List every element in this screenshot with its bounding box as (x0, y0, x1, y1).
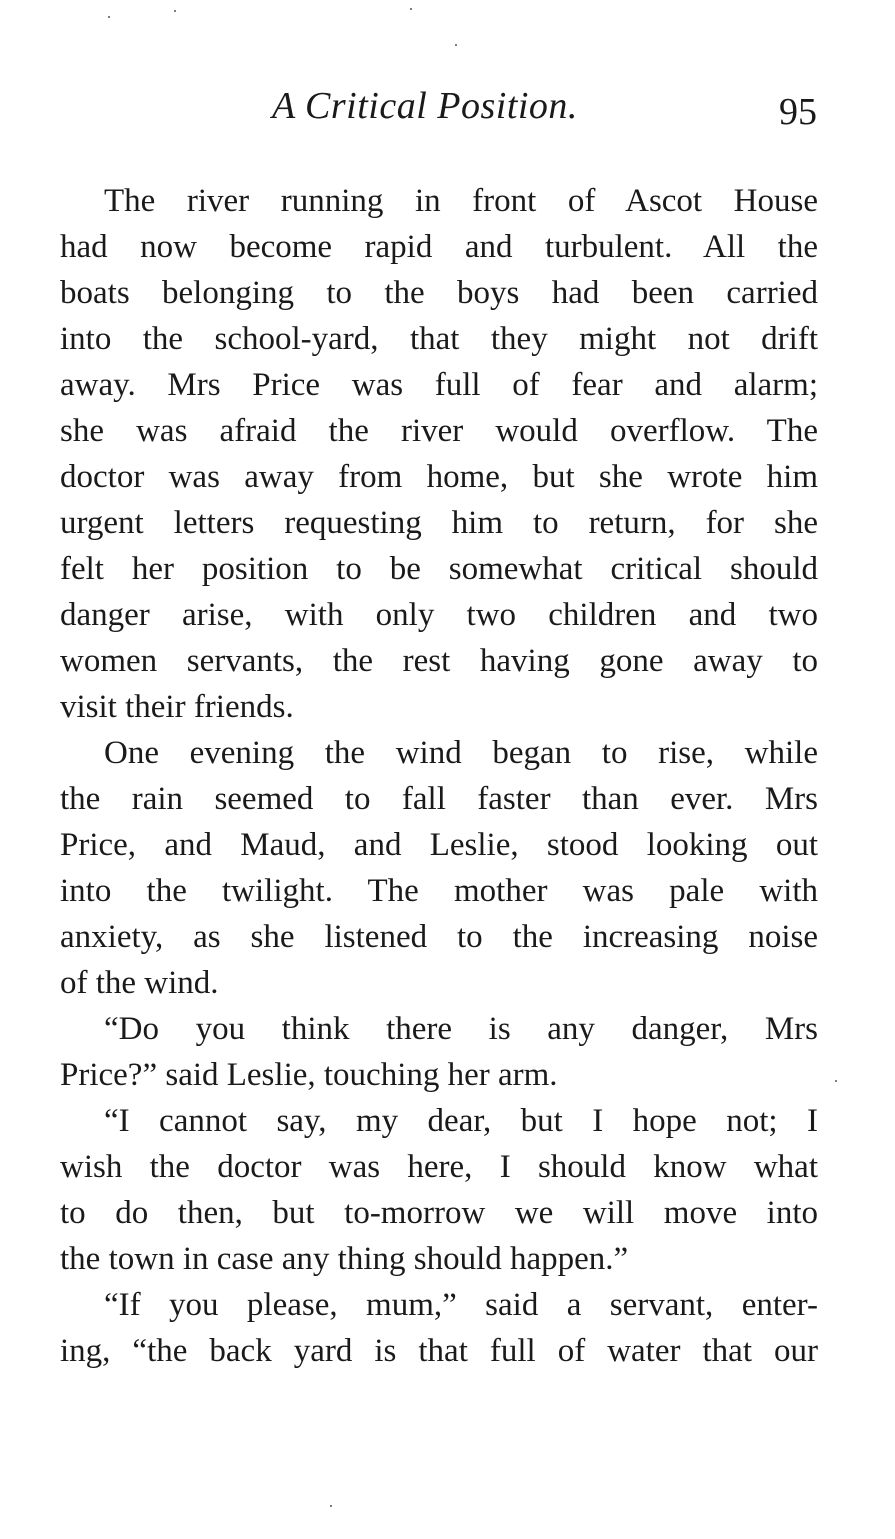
text-line: into the school-yard, that they might not drift (60, 321, 818, 357)
text-line: boats belonging to the boys had been carried (60, 275, 818, 311)
text-line: women servants, the rest having gone away to (60, 643, 818, 679)
scan-speck (835, 1080, 837, 1082)
text-line: visit their friends. (60, 689, 294, 725)
scan-speck (410, 8, 412, 10)
text-line: Price, and Maud, and Leslie, stood looking out (60, 827, 818, 863)
text-line: One evening the wind began to rise, while (104, 735, 818, 771)
text-line: anxiety, as she listened to the increasing noise (60, 919, 818, 955)
text-line: wish the doctor was here, I should know what (60, 1149, 818, 1185)
text-line: felt her position to be somewhat critical should (60, 551, 818, 587)
text-line: ing, “the back yard is that full of water that our (60, 1333, 818, 1369)
text-line: into the twilight. The mother was pale with (60, 873, 818, 909)
scan-speck (330, 1505, 332, 1507)
text-line: the rain seemed to fall faster than ever. Mrs (60, 781, 818, 817)
scan-speck (174, 10, 176, 12)
text-line: urgent letters requesting him to return, for she (60, 505, 818, 541)
text-line: danger arise, with only two children and two (60, 597, 818, 633)
text-line: had now become rapid and turbulent. All the (60, 229, 818, 265)
text-line: away. Mrs Price was full of fear and alarm; (60, 367, 818, 403)
text-line: The river running in front of Ascot House (104, 183, 818, 219)
text-line: doctor was away from home, but she wrote him (60, 459, 818, 495)
text-line: she was afraid the river would overflow. The (60, 413, 818, 449)
running-head: A Critical Position. (272, 85, 578, 127)
text-line: the town in case any thing should happen.” (60, 1241, 629, 1277)
text-line: “If you please, mum,” said a servant, enter- (104, 1287, 818, 1323)
text-line: “I cannot say, my dear, but I hope not; I (104, 1103, 818, 1139)
page-header (0, 84, 895, 144)
text-line: to do then, but to-morrow we will move into (60, 1195, 818, 1231)
text-line: “Do you think there is any danger, Mrs (104, 1011, 818, 1047)
text-line: of the wind. (60, 965, 219, 1001)
body-text (60, 178, 818, 1374)
scan-speck (455, 44, 457, 46)
page-number: 95 (779, 91, 817, 133)
text-line: Price?” said Leslie, touching her arm. (60, 1057, 558, 1093)
scan-speck (108, 16, 110, 18)
